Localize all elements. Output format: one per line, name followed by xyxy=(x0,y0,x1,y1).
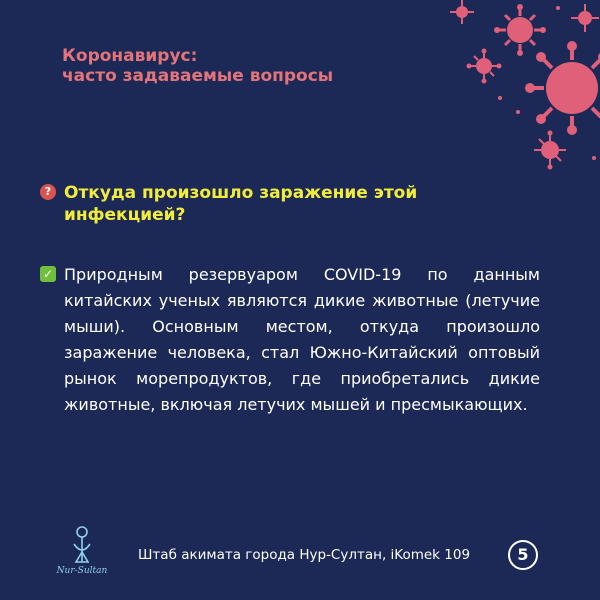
logo-wordmark: Nur-Sultan xyxy=(56,566,108,576)
answer-text: Природным резервуаром COVID-19 по данным китайских ученых являются дикие животные (летучие мыши). Основным местом, откуда произошло заражение человека, стал Южно-Китайский оптовый рынок морепродуктов, где приобретались дикие животные, включая летучих мышей и пресмыкающих. xyxy=(64,265,540,414)
page-number-badge: 5 xyxy=(508,540,538,570)
answer-block xyxy=(40,262,540,418)
virus-small-4 xyxy=(534,131,566,170)
page-header xyxy=(62,46,333,86)
question-text: Откуда произошло заражение этой инфекцией? xyxy=(64,183,418,225)
virus-medium xyxy=(494,4,546,56)
virus-small-1 xyxy=(467,49,502,84)
header-title-line2: часто задаваемые вопросы xyxy=(62,66,334,86)
virus-small-2 xyxy=(450,0,474,24)
question-block xyxy=(40,182,560,226)
virus-large xyxy=(525,41,600,135)
question-mark-icon: ? xyxy=(40,184,56,200)
footer-text: Штаб акимата города Нур-Султан, iKomek 109 xyxy=(138,547,471,563)
header-title-line1: Коронавирус: xyxy=(62,46,198,66)
virus-small-3 xyxy=(571,4,599,32)
check-mark-icon: ✓ xyxy=(40,266,56,282)
